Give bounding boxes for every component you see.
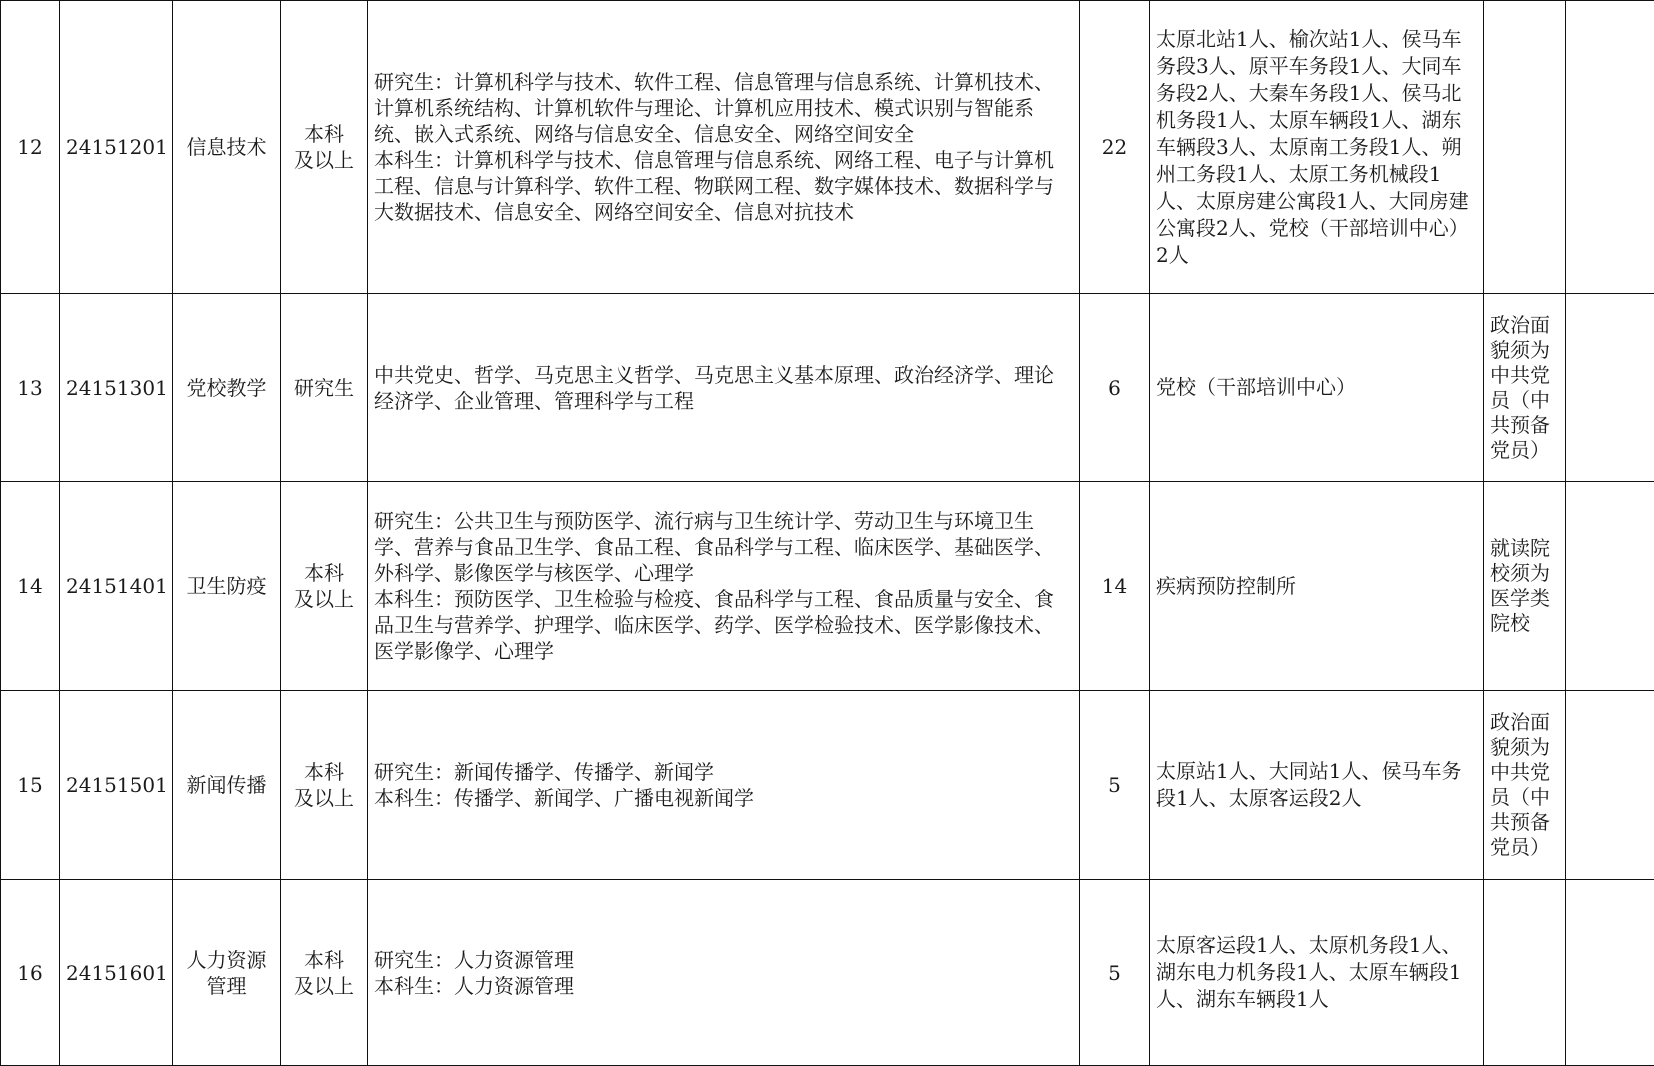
placement-cell: 疾病预防控制所 bbox=[1150, 482, 1484, 691]
majors-cell bbox=[368, 691, 1080, 880]
post-name-cell: 党校教学 bbox=[173, 294, 281, 482]
post-name-cell: 新闻传播 bbox=[173, 691, 281, 880]
headcount-cell: 5 bbox=[1080, 691, 1150, 880]
remarks-cell: 政治面貌须为中共党员（中共预备党员） bbox=[1484, 691, 1566, 880]
blank-cell bbox=[1566, 880, 1654, 1066]
serial-number-cell: 12 bbox=[1, 1, 60, 294]
majors-cell bbox=[368, 880, 1080, 1066]
serial-number-cell: 15 bbox=[1, 691, 60, 880]
headcount-cell: 14 bbox=[1080, 482, 1150, 691]
blank-cell bbox=[1566, 294, 1654, 482]
major-requirement-line: 研究生：公共卫生与预防医学、流行病与卫生统计学、劳动卫生与环境卫生学、营养与食品卫生学、食品工程、食品科学与工程、临床医学、基础医学、外科学、影像医学与核医学、心理学 bbox=[374, 508, 1073, 586]
serial-number-cell: 16 bbox=[1, 880, 60, 1066]
serial-number-cell: 14 bbox=[1, 482, 60, 691]
blank-cell bbox=[1566, 691, 1654, 880]
major-requirement-line: 本科生：人力资源管理 bbox=[374, 973, 1073, 999]
major-requirement-line: 本科生：计算机科学与技术、信息管理与信息系统、网络工程、电子与计算机工程、信息与计算科学、软件工程、物联网工程、数字媒体技术、数据科学与大数据技术、信息安全、网络空间安全、信息对抗技术 bbox=[374, 147, 1073, 225]
majors-cell bbox=[368, 1, 1080, 294]
remarks-cell bbox=[1484, 1, 1566, 294]
major-requirement-line: 本科生：传播学、新闻学、广播电视新闻学 bbox=[374, 785, 1073, 811]
table-body bbox=[1, 1, 1654, 1066]
majors-cell bbox=[368, 482, 1080, 691]
placement-cell: 太原站1人、大同站1人、侯马车务段1人、太原客运段2人 bbox=[1150, 691, 1484, 880]
post-code-cell: 24151401 bbox=[60, 482, 173, 691]
post-name-cell: 卫生防疫 bbox=[173, 482, 281, 691]
majors-cell bbox=[368, 294, 1080, 482]
table-row bbox=[1, 880, 1654, 1066]
headcount-cell: 6 bbox=[1080, 294, 1150, 482]
placement-cell: 太原北站1人、榆次站1人、侯马车务段3人、原平车务段1人、大同车务段2人、大秦车务段1人、侯马北机务段1人、太原车辆段1人、湖东车辆段3人、太原南工务段1人、朔州工务段1人、太原工务机械段1人、太原房建公寓段1人、大同房建公寓段2人、党校（干部培训中心）2人 bbox=[1150, 1, 1484, 294]
table-row bbox=[1, 294, 1654, 482]
table-row bbox=[1, 691, 1654, 880]
post-name-cell: 人力资源 管理 bbox=[173, 880, 281, 1066]
table-row bbox=[1, 482, 1654, 691]
education-cell: 本科 及以上 bbox=[281, 691, 368, 880]
major-requirement-line: 本科生：预防医学、卫生检验与检疫、食品科学与工程、食品质量与安全、食品卫生与营养学、护理学、临床医学、药学、医学检验技术、医学影像技术、医学影像学、心理学 bbox=[374, 586, 1073, 664]
headcount-cell: 5 bbox=[1080, 880, 1150, 1066]
education-cell: 本科 及以上 bbox=[281, 1, 368, 294]
remarks-cell: 就读院校须为医学类院校 bbox=[1484, 482, 1566, 691]
post-code-cell: 24151501 bbox=[60, 691, 173, 880]
remarks-cell: 政治面貌须为中共党员（中共预备党员） bbox=[1484, 294, 1566, 482]
major-requirement-line: 研究生：计算机科学与技术、软件工程、信息管理与信息系统、计算机技术、计算机系统结构、计算机软件与理论、计算机应用技术、模式识别与智能系统、嵌入式系统、网络与信息安全、信息安全、网络空间安全 bbox=[374, 69, 1073, 147]
post-code-cell: 24151601 bbox=[60, 880, 173, 1066]
placement-cell: 太原客运段1人、太原机务段1人、湖东电力机务段1人、太原车辆段1人、湖东车辆段1人 bbox=[1150, 880, 1484, 1066]
education-cell: 研究生 bbox=[281, 294, 368, 482]
post-code-cell: 24151301 bbox=[60, 294, 173, 482]
post-code-cell: 24151201 bbox=[60, 1, 173, 294]
education-cell: 本科 及以上 bbox=[281, 880, 368, 1066]
table-row bbox=[1, 1, 1654, 294]
major-requirement-line: 中共党史、哲学、马克思主义哲学、马克思主义基本原理、政治经济学、理论经济学、企业管理、管理科学与工程 bbox=[374, 362, 1073, 414]
blank-cell bbox=[1566, 1, 1654, 294]
headcount-cell: 22 bbox=[1080, 1, 1150, 294]
major-requirement-line: 研究生：新闻传播学、传播学、新闻学 bbox=[374, 759, 1073, 785]
serial-number-cell: 13 bbox=[1, 294, 60, 482]
remarks-cell bbox=[1484, 880, 1566, 1066]
major-requirement-line: 研究生：人力资源管理 bbox=[374, 947, 1073, 973]
placement-cell: 党校（干部培训中心） bbox=[1150, 294, 1484, 482]
blank-cell bbox=[1566, 482, 1654, 691]
post-name-cell: 信息技术 bbox=[173, 1, 281, 294]
education-cell: 本科 及以上 bbox=[281, 482, 368, 691]
